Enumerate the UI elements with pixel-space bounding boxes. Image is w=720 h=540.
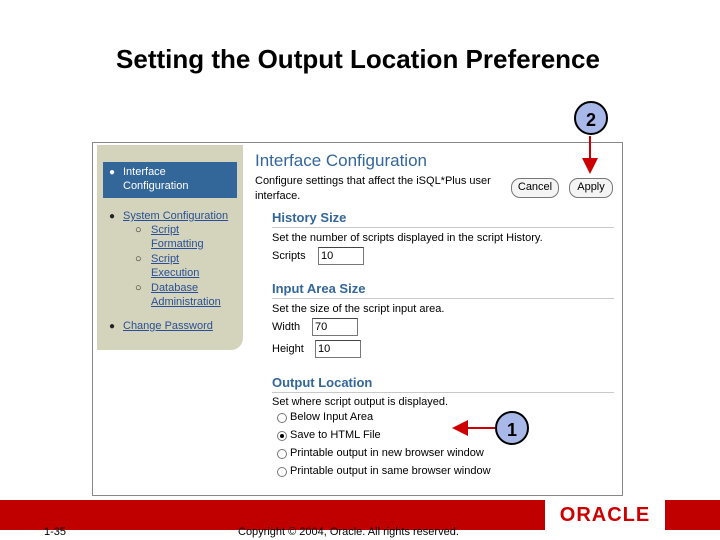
radio-label: Below Input Area (290, 411, 374, 423)
divider (272, 227, 614, 228)
width-input[interactable]: 70 (312, 318, 358, 336)
callout-1: 1 (495, 411, 529, 445)
sidebar-item-label: Interface (123, 166, 166, 178)
divider (272, 392, 614, 393)
output-location-description: Set where script output is displayed. (272, 396, 449, 408)
sidebar (97, 145, 243, 350)
input-area-description: Set the size of the script input area. (272, 303, 445, 315)
radio-printable-same-window[interactable] (277, 467, 287, 477)
output-location-heading: Output Location (272, 375, 373, 390)
sidebar-item-script-execution[interactable]: Execution (151, 267, 200, 279)
height-label: Height (272, 343, 304, 355)
callout-2: 2 (574, 101, 608, 135)
height-input[interactable]: 10 (315, 340, 361, 358)
sidebar-item-database-administration[interactable]: Administration (151, 296, 221, 308)
page-description: interface. (255, 190, 301, 202)
radio-below-input-area[interactable] (277, 413, 287, 423)
sidebar-item-script-formatting[interactable]: Script (151, 224, 180, 236)
scripts-input[interactable]: 10 (318, 247, 364, 265)
sidebar-item-change-password[interactable]: Change Password (123, 320, 213, 332)
radio-label: Printable output in same browser window (290, 465, 491, 477)
page-title: Interface Configuration (255, 151, 427, 170)
oracle-logo-text: ORACLE (559, 504, 651, 526)
oracle-logo (545, 500, 665, 530)
scripts-label: Scripts (272, 250, 306, 262)
history-size-heading: History Size (272, 210, 347, 225)
sidebar-item-system-configuration[interactable]: System Configuration (123, 210, 229, 222)
bullet-icon: ● (109, 167, 116, 178)
bullet-icon: ● (109, 211, 116, 222)
circle-bullet-icon: ○ (135, 253, 142, 265)
cancel-button[interactable]: Cancel (511, 178, 559, 198)
radio-label: Save to HTML File (290, 429, 381, 441)
copyright: Copyright © 2004, Oracle. All rights reserved. (238, 526, 459, 538)
sidebar-item-script-formatting[interactable]: Formatting (151, 238, 204, 250)
page-number: 1-35 (44, 526, 67, 538)
sidebar-item-label: Configuration (123, 180, 189, 192)
slide-title: Setting the Output Location Preference (116, 44, 600, 74)
apply-button[interactable]: Apply (569, 178, 613, 198)
page-description: Configure settings that affect the iSQL*Plus user (255, 175, 491, 187)
input-area-size-heading: Input Area Size (272, 281, 366, 296)
divider (272, 298, 614, 299)
bullet-icon: ● (109, 321, 116, 332)
radio-label: Printable output in new browser window (290, 447, 484, 459)
sidebar-item-database-administration[interactable]: Database (151, 282, 199, 294)
circle-bullet-icon: ○ (135, 224, 142, 236)
radio-printable-new-window[interactable] (277, 449, 287, 459)
sidebar-item-script-execution[interactable]: Script (151, 253, 180, 265)
history-size-description: Set the number of scripts displayed in the script History. (272, 232, 543, 244)
width-label: Width (272, 321, 301, 333)
isqlplus-screenshot (92, 142, 623, 496)
circle-bullet-icon: ○ (135, 282, 142, 294)
radio-save-to-html-file[interactable] (277, 431, 287, 441)
